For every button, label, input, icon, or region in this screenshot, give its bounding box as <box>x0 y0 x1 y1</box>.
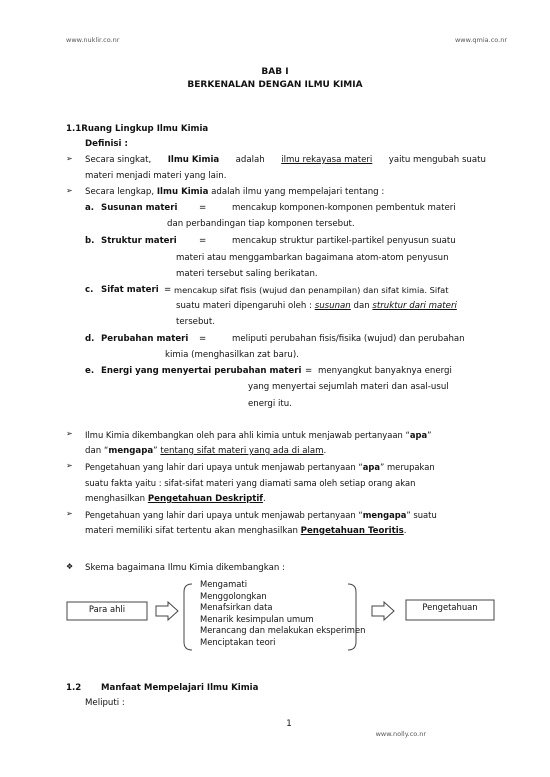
section-1-1-heading <box>66 124 208 134</box>
bullet-3-line-2: dan “mengapa” tentang sifat materi yang ada di alam. <box>85 446 327 456</box>
item-b-line-3: materi tersebut saling berikatan. <box>176 269 318 279</box>
item-a-label: a. <box>85 203 95 213</box>
item-e-label: e. <box>85 366 95 376</box>
item-e-term: Energi yang menyertai perubahan materi <box>101 366 302 376</box>
page-number: 1 <box>286 719 292 729</box>
item-a-eq: = <box>199 203 207 213</box>
bullet-4-line-2: suatu fakta yaitu : sifat-sifat materi yang diamati sama oleh setiap orang akan <box>85 478 416 488</box>
section-1-2-number: 1.2 <box>66 683 82 693</box>
bullet-4-line-3: menghasilkan Pengetahuan Deskriptif. <box>85 494 266 504</box>
arrow-bullet-icon: ➢ <box>66 461 73 470</box>
section-title: Ruang Lingkup Ilmu Kimia <box>81 124 209 134</box>
step-item: Menarik kesimpulan umum <box>200 613 314 624</box>
steps-list <box>200 579 365 649</box>
meliputi-label: Meliputi : <box>85 698 125 708</box>
arrow-right-icon <box>156 602 178 620</box>
item-e-line-2: yang menyertai sejumlah materi dan asal-usul <box>248 382 449 392</box>
bullet-4-line-1: Pengetahuan yang lahir dari upaya untuk menjawab pertanyaan “apa” merupakan <box>85 462 435 472</box>
item-a-line-1: mencakup komponen-komponen pembentuk materi <box>232 203 456 213</box>
item-b-term: Struktur materi <box>101 236 177 246</box>
diamond-bullet-icon: ❖ <box>66 562 74 571</box>
item-a-term: Susunan materi <box>101 203 178 213</box>
item-d-term: Perubahan materi <box>101 334 189 344</box>
left-bracket <box>184 584 192 650</box>
step-item: Menciptakan teori <box>200 636 276 647</box>
item-c-label: c. <box>85 285 94 295</box>
item-b-label: b. <box>85 236 95 246</box>
arrow-bullet-icon: ➢ <box>66 186 73 195</box>
bullet-1-line-1: Secara singkat, Ilmu Kimia adalah ilmu rekayasa materi yaitu mengubah suatu <box>85 155 486 165</box>
item-b-eq: = <box>199 236 207 246</box>
item-d-label: d. <box>85 334 95 344</box>
step-item: Menafsirkan data <box>200 602 273 613</box>
skema-label: Skema bagaimana Ilmu Kimia dikembangkan : <box>85 563 285 573</box>
item-d-line-1: meliputi perubahan fisis/fisika (wujud) dan perubahan <box>232 334 465 344</box>
step-item: Mengamati <box>200 579 248 589</box>
chapter-title: BERKENALAN DENGAN ILMU KIMIA <box>187 80 363 90</box>
item-c-line-2: suatu materi dipengaruhi oleh : susunan dan struktur dari materi <box>176 301 457 311</box>
item-e-line-3: energi itu. <box>248 399 292 409</box>
bullet-5-line-2: materi memiliki sifat tertentu akan menghasilkan Pengetahuan Teoritis. <box>85 526 407 536</box>
item-b-line-1: mencakup struktur partikel-partikel penyusun suatu <box>232 236 456 246</box>
bullet-5-line-1: Pengetahuan yang lahir dari upaya untuk menjawab pertanyaan “mengapa” suatu <box>85 510 437 520</box>
bullet-2-line: Secara lengkap, Ilmu Kimia adalah ilmu yang mempelajari tentang : <box>85 187 385 197</box>
step-item: Menggolongkan <box>200 590 267 601</box>
item-c-line-3: tersebut. <box>176 317 215 327</box>
item-d-eq: = <box>199 334 207 344</box>
arrow-right-icon <box>372 602 394 620</box>
item-c-term: Sifat materi <box>101 285 159 295</box>
item-e-line-1: menyangkut banyaknya energi <box>318 366 452 376</box>
item-a-line-2: dan perbandingan tiap komponen tersebut. <box>167 219 355 229</box>
header-right-url: www.qmia.co.nr <box>454 36 507 44</box>
item-d-line-2: kimia (menghasilkan zat baru). <box>165 350 299 360</box>
arrow-bullet-icon: ➢ <box>66 509 73 518</box>
pengetahuan-label: Pengetahuan <box>422 602 478 612</box>
item-c-line-1: mencakup sifat fisis (wujud dan penampilan) dan sifat kimia. Sifat <box>174 285 449 295</box>
step-item: Merancang dan melakukan eksperimen <box>200 625 366 636</box>
bullet-1-line-2: materi menjadi materi yang lain. <box>85 171 227 181</box>
header-left-url: www.nuklir.co.nr <box>66 36 120 44</box>
arrow-bullet-icon: ➢ <box>66 429 73 438</box>
definisi-label: Definisi : <box>85 139 128 149</box>
footer-url: www.nolly.co.nr <box>375 730 426 738</box>
arrow-bullet-icon: ➢ <box>66 154 73 163</box>
item-c-eq: = <box>164 285 172 295</box>
section-number: 1.1 <box>66 124 82 134</box>
bullet-3-line-1: Ilmu Kimia dikembangkan oleh para ahli kimia untuk menjawab pertanyaan “apa” <box>85 430 432 440</box>
item-e-eq: = <box>305 366 313 376</box>
item-b-line-2: materi atau menggambarkan bagaimana atom-atom penyusun <box>176 253 449 263</box>
para-ahli-label: Para ahli <box>88 604 126 614</box>
chapter-number: BAB I <box>261 67 289 77</box>
section-1-2-title: Manfaat Mempelajari Ilmu Kimia <box>101 683 259 693</box>
